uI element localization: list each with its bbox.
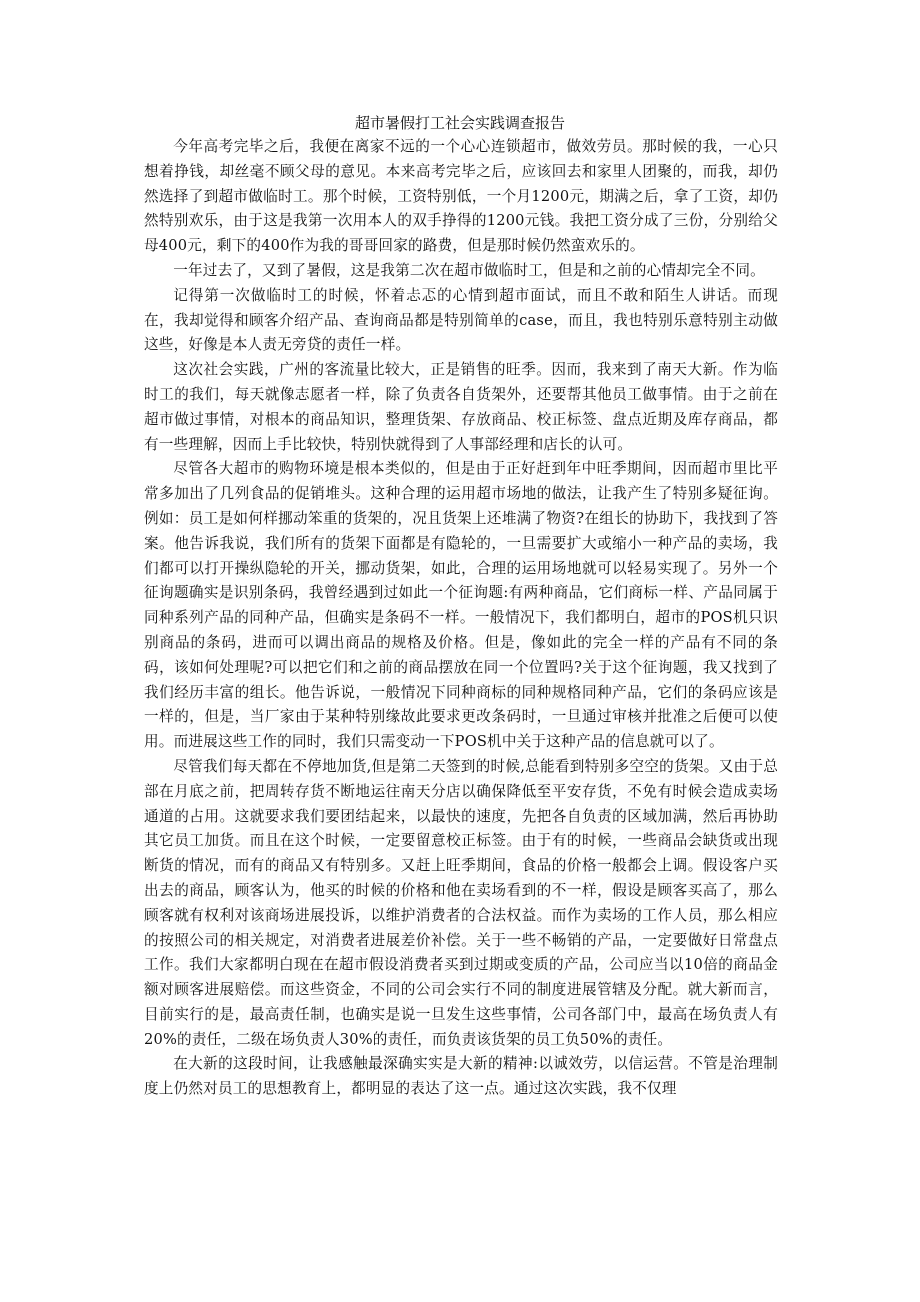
paragraph-4: 这次社会实践，广州的客流量比较大，正是销售的旺季。因而，我来到了南天大新。作为临时工的我们，每天就像志愿者一样，除了负责各自货架外，还要帮其他员工做事情。由于之前在超市做过事情，对根本的商品知识，整理货架、存放商品、校正标签、盘点近期及库存商品，都有一些理解，因而上手比较快，特别快就得到了人事部经理和店长的认可。 bbox=[144, 361, 778, 453]
document-title: 超市暑假打工社会实践调查报告 bbox=[354, 114, 565, 132]
paragraph-5: 尽管各大超市的购物环境是根本类似的，但是由于正好赶到年中旺季期间，因而超市里比平常多加出了几列食品的促销堆头。这种合理的运用超市场地的做法，让我产生了特别多疑征询。例如：员工是如何样挪动笨重的货架的，况且货架上还堆满了物资?在组长的协助下，我找到了答案。他告诉我说，我们所有的货架下面都是有隐轮的，一旦需要扩大或缩小一种产品的卖场，我们都可以打开操纵隐轮的开关，挪动货架，如此，合理的运用场地就可以轻易实现了。另外一个征询题确实是识别条码，我曾经遇到过如此一个征询题:有两种商品，它们商标一样、产品同属于同种系列产品的同种产品，但确实是条码不一样。一般情况下，我们都明白，超市的POS机只识别商品的条码，进而可以调出商品的规格及价格。但是，像如此的完全一样的产品有不同的条码，该如何处理呢?可以把它们和之前的商品摆放在同一个位置吗?关于这个征询题，我又找到了我们经历丰富的组长。他告诉说，一般情况下同种商标的同种规格同种产品，它们的条码应该是一样的，但是，当厂家由于某种特别缘故此要求更改条码时，一旦通过审核并批准之后便可以使用。而进展这些工作的同时，我们只需变动一下POS机中关于这种产品的信息就可以了。 bbox=[144, 460, 778, 751]
paragraph-2: 一年过去了，又到了暑假，这是我第二次在超市做临时工，但是和之前的心情却完全不同。 bbox=[173, 261, 765, 279]
paragraph-3: 记得第一次做临时工的时候，怀着忐忑的心情到超市面试，而且不敢和陌生人讲话。而现在，我却觉得和顾客介绍产品、查询商品都是特别简单的case，而且，我也特别乐意特别主动做这些，好像是本人责无旁贷的责任一样。 bbox=[144, 286, 778, 354]
paragraph-1: 今年高考完毕之后，我便在离家不远的一个心心连锁超市，做效劳员。那时候的我，一心只想着挣钱，却丝毫不顾父母的意见。本来高考完毕之后，应该回去和家里人团聚的，而我，却仍然选择了到超市做临时工。那个时候，工资特别低，一个月1200元，期满之后，拿了工资，却仍然特别欢乐，由于这是我第一次用本人的双手挣得的1200元钱。我把工资分成了三份，分别给父母400元，剩下的400作为我的哥哥回家的路费，但是那时候仍然蛮欢乐的。 bbox=[144, 138, 778, 255]
document-body bbox=[144, 135, 778, 1102]
paragraph-6: 尽管我们每天都在不停地加货,但是第二天签到的时候,总能看到特别多空空的货架。又由于总部在月底之前，把周转存货不断地运往南天分店以确保降低至平安存货，不免有时候会造成卖场通道的占用。这就要求我们要团结起来，以最快的速度，先把各自负责的区域加满，然后再协助其它员工加货。而且在这个时候，一定要留意校正标签。由于有的时候，一些商品会缺货或出现断货的情况，而有的商品又有特别多。又赶上旺季期间，食品的价格一般都会上调。假设客户买出去的商品，顾客认为，他买的时候的价格和他在卖场看到的不一样，假设是顾客买高了，那么顾客就有权利对该商场进展投诉，以维护消费者的合法权益。而作为卖场的工作人员，那么相应的按照公司的相关规定，对消费者进展差价补偿。关于一些不畅销的产品，一定要做好日常盘点工作。我们大家都明白现在在超市假设消费者买到过期或变质的产品，公司应当以10倍的商品金额对顾客进展赔偿。而这些资金，不同的公司会实行不同的制度进展管辖及分配。就大新而言，目前实行的是，最高责任制，也确实是说一旦发生这些事情，公司各部门中，最高在场负责人有20%的责任，二级在场负责人30%的责任，而负责该货架的员工负50%的责任。 bbox=[144, 757, 778, 1048]
paragraph-7: 在大新的这段时间，让我感触最深确实实是大新的精神:以诚效劳，以信运营。不管是治理制度上仍然对员工的思想教育上，都明显的表达了这一点。通过这次实践，我不仅理 bbox=[144, 1055, 778, 1098]
